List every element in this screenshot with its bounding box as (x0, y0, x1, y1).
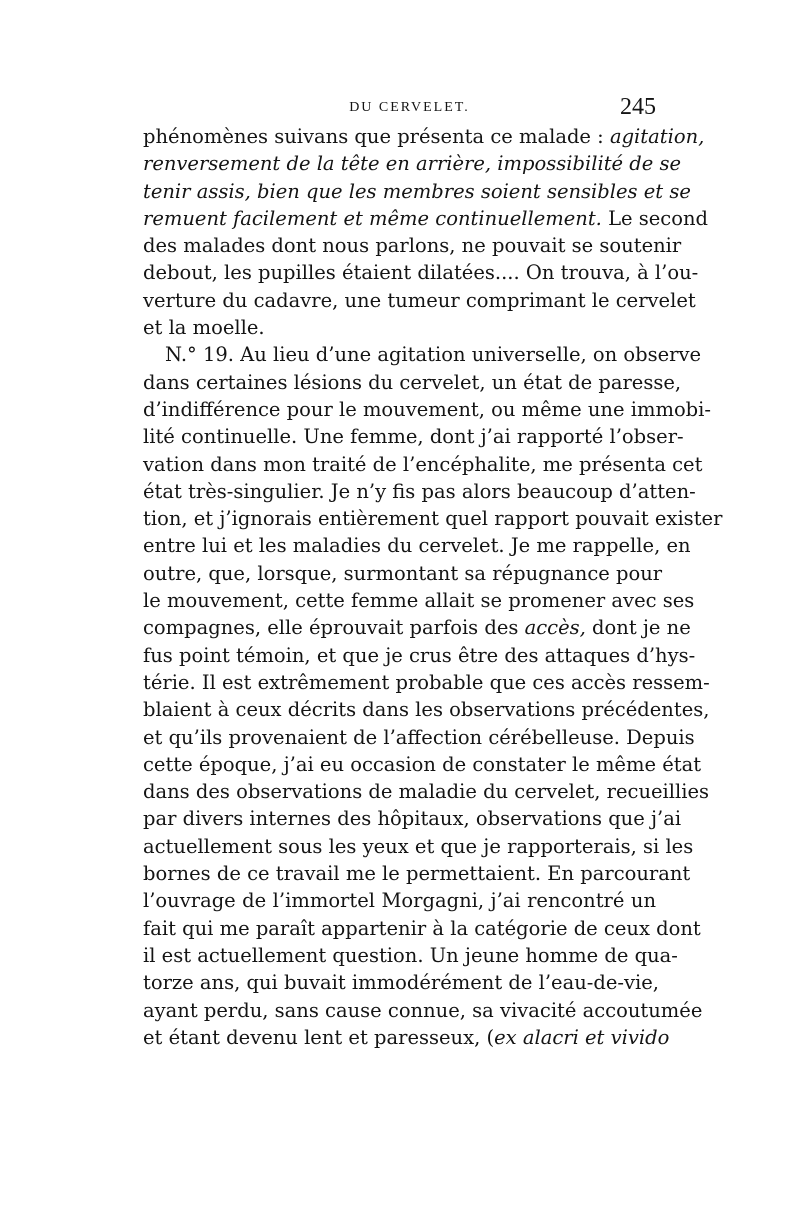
text-line: tenir assis, bien que les membres soient sensibles et se (143, 179, 691, 203)
text-line: dans des observations de maladie du cervelet, recueillies (143, 780, 710, 804)
text-line: tion, et j’ignorais entièrement quel rapport pouvait exister (143, 507, 723, 531)
text-line: des malades dont nous parlons, ne pouvait se soutenir (143, 234, 682, 258)
text-line: phénomènes suivans que présenta ce malade : agitation, (143, 125, 705, 148)
running-title: DU CERVELET. (349, 100, 470, 115)
text-line: l’ouvrage de l’immortel Morgagni, j’ai rencontré un (143, 889, 656, 913)
text-line: il est actuellement question. Un jeune homme de qua- (143, 943, 678, 967)
text-line: outre, que, lorsque, surmontant sa répugnance pour (143, 561, 663, 585)
text-line: remuent facilement et même continuellement. Le second (143, 206, 709, 230)
page-number: 245 (620, 94, 656, 120)
page-header (143, 94, 656, 126)
text-line: et étant devenu lent et paresseux, (ex alacri et vivido (143, 1025, 670, 1049)
text-line: état très-singulier. Je n’y fis pas alors beaucoup d’atten- (143, 479, 696, 503)
text-line: et qu’ils provenaient de l’affection cérébelleuse. Depuis (143, 725, 695, 749)
text-line: vation dans mon traité de l’encéphalite, me présenta cet (143, 452, 703, 476)
text-line: compagnes, elle éprouvait parfois des accès, dont je ne (143, 616, 691, 640)
text-line: entre lui et les maladies du cervelet. Je me rappelle, en (143, 534, 691, 558)
text-line: torze ans, qui buvait immodérément de l’eau-de-vie, (143, 971, 659, 995)
text-line: actuellement sous les yeux et que je rapporterais, si les (143, 834, 694, 858)
text-line: fait qui me paraît appartenir à la catégorie de ceux dont (143, 916, 701, 940)
text-line: d’indifférence pour le mouvement, ou même une immobi- (143, 397, 711, 421)
text-line: renversement de la tête en arrière, impossibilité de se (143, 152, 682, 176)
text-line: le mouvement, cette femme allait se promener avec ses (143, 589, 695, 613)
text-line: ayant perdu, sans cause connue, sa vivacité accoutumée (143, 998, 703, 1022)
text-line: bornes de ce travail me le permettaient. En parcourant (143, 862, 691, 886)
text-line: et la moelle. (143, 316, 265, 340)
text-line: par divers internes des hôpitaux, observations que j’ai (143, 807, 682, 831)
text-line: dans certaines lésions du cervelet, un état de paresse, (143, 370, 682, 394)
text-line: blaient à ceux décrits dans les observations précédentes, (143, 698, 710, 722)
text-line: debout, les pupilles étaient dilatées.... On trouva, à l’ou- (143, 261, 699, 285)
text-line: lité continuelle. Une femme, dont j’ai rapporté l’obser- (143, 425, 684, 449)
text-line: térie. Il est extrêmement probable que ces accès ressem- (143, 670, 710, 694)
section-start-line: N.° 19. Au lieu d’une agitation universelle, on observe (165, 343, 702, 367)
body-text (143, 123, 723, 1051)
text-line: fus point témoin, et que je crus être des attaques d’hys- (143, 643, 696, 667)
text-line: cette époque, j’ai eu occasion de constater le même état (143, 752, 702, 776)
text-line: verture du cadavre, une tumeur comprimant le cervelet (143, 288, 696, 312)
